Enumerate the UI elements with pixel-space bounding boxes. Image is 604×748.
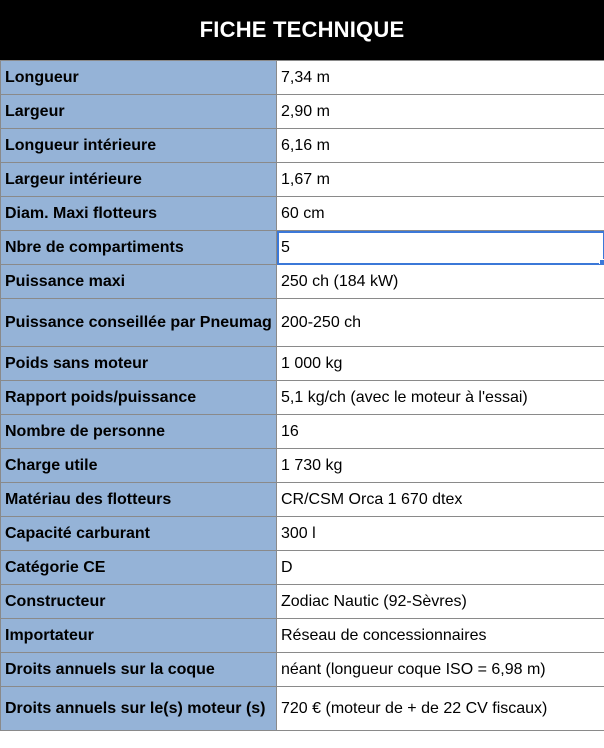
spec-table (0, 60, 604, 731)
table-row (1, 449, 604, 483)
row-label[interactable]: Capacité carburant (1, 517, 277, 551)
row-label[interactable]: Catégorie CE (1, 551, 277, 585)
fill-handle[interactable] (599, 259, 604, 265)
table-row (1, 265, 604, 299)
row-value[interactable]: 60 cm (277, 197, 604, 231)
row-label[interactable]: Poids sans moteur (1, 347, 277, 381)
table-row (1, 129, 604, 163)
table-row (1, 653, 604, 687)
row-value[interactable]: 200-250 ch (277, 299, 604, 347)
row-value[interactable]: D (277, 551, 604, 585)
table-row (1, 415, 604, 449)
row-value[interactable]: Réseau de concessionnaires (277, 619, 604, 653)
table-row (1, 347, 604, 381)
selected-cell[interactable] (277, 231, 604, 265)
row-label[interactable]: Puissance conseillée par Pneumag (1, 299, 277, 347)
row-value[interactable]: 16 (277, 415, 604, 449)
row-label[interactable]: Matériau des flotteurs (1, 483, 277, 517)
table-row (1, 95, 604, 129)
row-value[interactable]: CR/CSM Orca 1 670 dtex (277, 483, 604, 517)
table-row (1, 231, 604, 265)
row-value[interactable]: 250 ch (184 kW) (277, 265, 604, 299)
table-row (1, 163, 604, 197)
table-row (1, 197, 604, 231)
row-value[interactable]: 2,90 m (277, 95, 604, 129)
table-row (1, 517, 604, 551)
row-value[interactable]: 300 l (277, 517, 604, 551)
table-row (1, 381, 604, 415)
row-label[interactable]: Puissance maxi (1, 265, 277, 299)
row-value[interactable]: 1 730 kg (277, 449, 604, 483)
table-row (1, 551, 604, 585)
row-label[interactable]: Largeur (1, 95, 277, 129)
row-value[interactable]: néant (longueur coque ISO = 6,98 m) (277, 653, 604, 687)
row-value[interactable]: 720 € (moteur de + de 22 CV fiscaux) (277, 687, 604, 731)
row-label[interactable]: Longueur (1, 61, 277, 95)
row-value[interactable]: 6,16 m (277, 129, 604, 163)
row-label[interactable]: Largeur intérieure (1, 163, 277, 197)
row-label[interactable]: Nbre de compartiments (1, 231, 277, 265)
table-row (1, 585, 604, 619)
row-label[interactable]: Diam. Maxi flotteurs (1, 197, 277, 231)
row-label[interactable]: Rapport poids/puissance (1, 381, 277, 415)
row-label[interactable]: Constructeur (1, 585, 277, 619)
row-label[interactable]: Droits annuels sur la coque (1, 653, 277, 687)
row-value[interactable]: 1,67 m (277, 163, 604, 197)
row-value[interactable]: Zodiac Nautic (92-Sèvres) (277, 585, 604, 619)
page-title: FICHE TECHNIQUE (0, 0, 604, 60)
table-row (1, 619, 604, 653)
table-row (1, 299, 604, 347)
row-value[interactable]: 1 000 kg (277, 347, 604, 381)
row-label[interactable]: Nombre de personne (1, 415, 277, 449)
row-value: 5 (281, 239, 290, 256)
row-label[interactable]: Droits annuels sur le(s) moteur (s) (1, 687, 277, 731)
row-label[interactable]: Importateur (1, 619, 277, 653)
row-label[interactable]: Charge utile (1, 449, 277, 483)
table-row (1, 61, 604, 95)
row-value[interactable]: 7,34 m (277, 61, 604, 95)
row-label[interactable]: Longueur intérieure (1, 129, 277, 163)
row-value[interactable]: 5,1 kg/ch (avec le moteur à l'essai) (277, 381, 604, 415)
table-row (1, 483, 604, 517)
table-row (1, 687, 604, 731)
